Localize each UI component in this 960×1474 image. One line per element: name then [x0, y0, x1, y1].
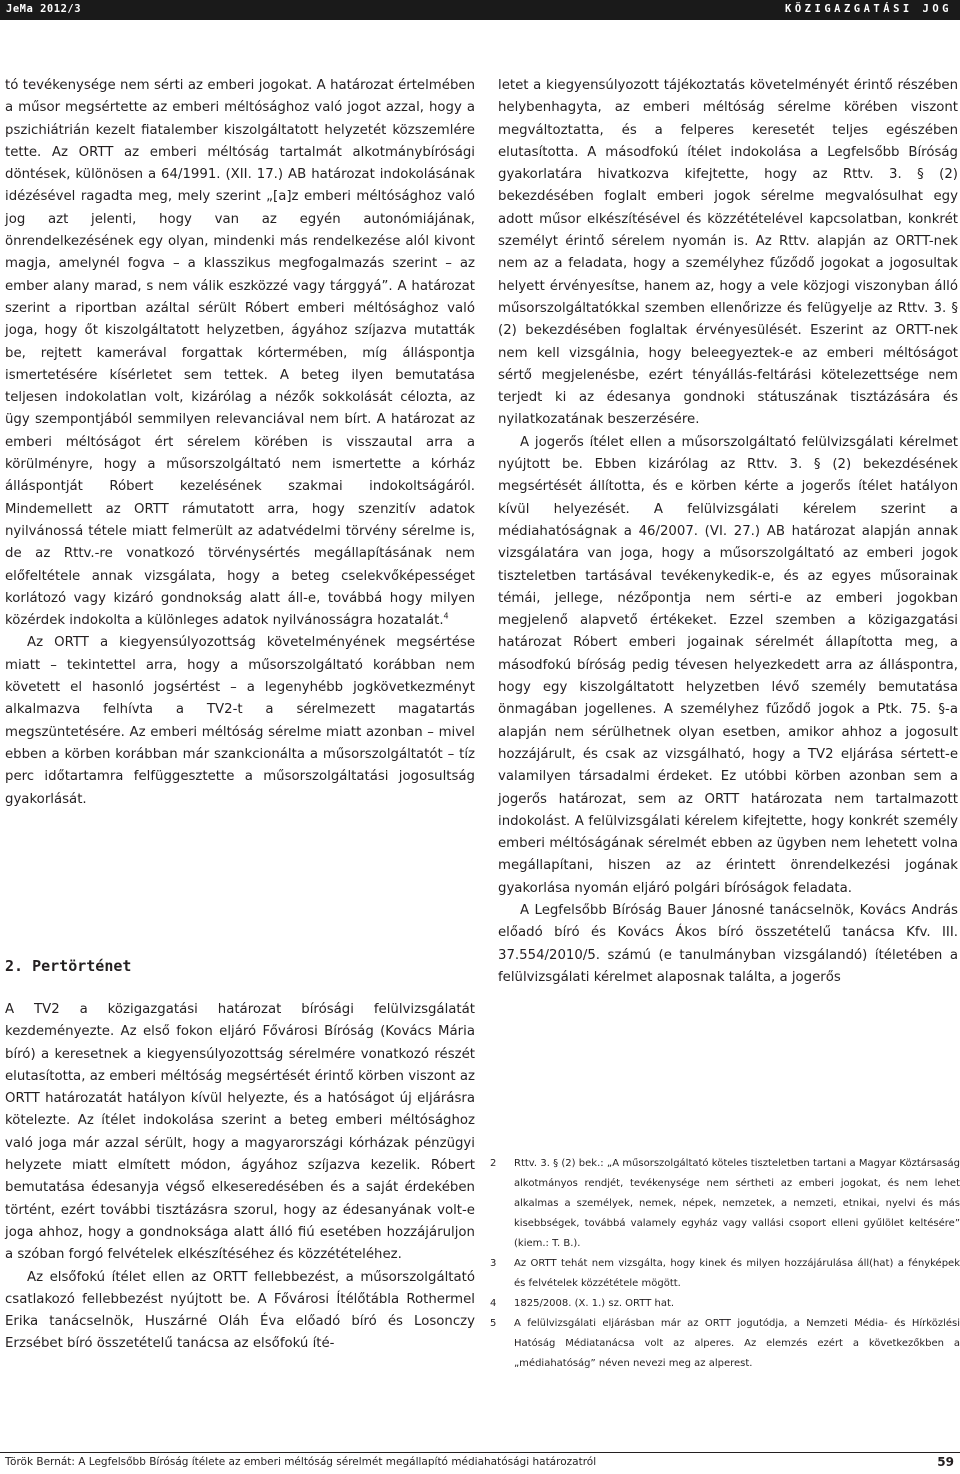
page-number: 59: [937, 1455, 954, 1469]
paragraph-ortt-sanction: Az ORTT a kiegyensúlyozottság követelményének megsértése miatt – tekintettel arra, hogy a műsorszolgáltató korábban nem követett el hasonló jogsértést – a legenyhébb jogkövetkezményt alkalmazva felhívta a TV2-t a sérelmezett magatartás megszüntetésére. Az emberi méltóság sérelme miatt azonban – mivel ebben a körben korábban már szankcionálta a műsorszolgáltatót – tíz perc időtartamra felfüggesztette a műsorszolgáltatási jogosultság gyakorlását.: [5, 635, 475, 807]
journal-header-bar: [0, 0, 960, 20]
footnote-text: Rttv. 3. § (2) bek.: „A műsorszolgáltató köteles tiszteletben tartani a Magyar Köztársaság alkotmányos rendjét, tevékenysége nem sértheti az emberi jogokat, és nem lehet alkalmas a személyek, nemek, népek, nemzetek, a nemzeti, etnikai, nyelvi és más kisebbségek, továbbá valamely egyház vagy vallási csoport elleni gyűlölet keltésére” (kiem.: T. B.).: [514, 1158, 960, 1249]
footer-divider: [0, 1452, 960, 1453]
paragraph-appeal: Az elsőfokú ítélet ellen az ORTT fellebbezést, a műsorszolgáltató csatlakozó fellebbezést nyújtott be. A Fővárosi Ítélőtábla Rothermel Erika tanácselnök, Huszárné Oláh Éva előadó bíró és Losonczy Erzsébet bíró összetételű tanácsa az elsőfokú íté-: [5, 1269, 475, 1352]
left-column-top: [5, 75, 475, 811]
footnote: [490, 1294, 960, 1314]
paragraph-supreme-court: A Legfelsőbb Bíróság Bauer Jánosné tanácselnök, Kovács András előadó bíró és Kovács Ákos bíró összetételű tanácsa Kfv. III. 37.554/2010/5. számú (e tanulmányban vizsgálandó) ítéletében a felülvizsgálati kérelmet alaposnak találta, a jogerős: [498, 902, 958, 985]
footnote-number: 4: [490, 1298, 497, 1309]
footnote-number: 2: [490, 1158, 497, 1169]
right-column: [498, 75, 958, 989]
journal-section: KÖZIGAZGATÁSI JOG: [785, 3, 952, 15]
paragraph-first-instance: A TV2 a közigazgatási határozat bírósági felülvizsgálatát kezdeményezte. Az első fokon eljáró Fővárosi Bíróság (Kovács Mária bíró) a keresetnek a kiegyensúlyozottság sérelmére vonatkozó részét elutasította, az emberi méltóság megsértését érintő körben viszont az ORTT határozatát hatályon kívül helyezte, és a hatóságot új eljárásra kötelezte. Az ítélet indokolása szerint a beteg emberi méltósághoz való joga már azzal sérült, hogy a magyarországi kórházak pénzügyi helyzete miatt elmített módon, ágyához szíjazva kezelik. Róbert bemutatása édesanyja végső elkeseredésében és a saját érdekében történt, ezért további tisztázásra szorul, hogy az édesanyának volt-e joga ahhoz, hogy a gondnoksága alatt álló fiú esetében hozzájáruljon a szóban forgó felvételek elkészítéséhez és közzétételéhez.: [5, 1002, 475, 1263]
footnote: [490, 1154, 960, 1254]
footnote-text: 1825/2008. (X. 1.) sz. ORTT hat.: [514, 1298, 675, 1309]
running-footer: Török Bernát: A Legfelsőbb Bíróság ítélete az emberi méltóság sérelmét megállapító médiahatósági határozatról: [5, 1456, 597, 1468]
paragraph-review-request: A jogerős ítélet ellen a műsorszolgáltató felülvizsgálati kérelmet nyújtott be. Ebben kizárólag az Rttv. 3. § (2) bekezdésének megsértését állította, és e körben kérte a jogerős ítélet hatályon kívül helyezését. A felülvizsgálati kérelem szerint a médiahatóságnak a 46/2007. (VI. 27.) AB határozat alapján annak vizsgálatára van joga, hogy a műsorszolgáltató az emberi jogok tiszteletben tartásával tevékenykedik-e, és az egyes műsorainak témái, jellege, nézőpontja nem sérti-e az emberi jogokban megjelenő alapvető értékeket. Ezzel szemben a közigazgatási határozat Róbert emberi jogainak sérelmét állapította meg, a másodfokú bíróság pedig tévesen helyezkedett arra az álláspontra, hogy egy kiszolgáltatott helyzetben lévő személy bemutatása önmagában jogellenes. A személyhez fűződő jogok a Ptk. 75. §-a alapján nem sérülhetnek olyan esetben, amikor ahhoz a jogosult hozzájárult, és csak az vizsgálható, hogy a TV2 eljárása sértett-e valamilyen társadalmi érdeket. Ez utóbbi körben azonban sem a jogerős határozat, sem az ORTT határozata nem tartalmazott indokolást. A felülvizsgálati kérelem kifejtette, hogy konkrét személy emberi méltóságának sérelmét ebben az ügyben nem lehetett volna megállapítani, hiszen az az érintett önrendelkezési jogának gyakorlása nyomán eljáró polgári bíróságok feladata.: [498, 434, 958, 896]
footnote-ref-4: 4: [443, 611, 449, 621]
footnote-number: 5: [490, 1318, 497, 1329]
footnote-text: A felülvizsgálati eljárásban már az ORTT jogutódja, a Nemzeti Média- és Hírközlési Hatóság Médiatanácsa volt az alperes. Az elemzés ezért a következőkben a „médiahatóság” néven nevezi meg az alperest.: [514, 1318, 960, 1369]
footnote-number: 3: [490, 1258, 497, 1269]
footnote: [490, 1254, 960, 1294]
paragraph-ortt-decision: tó tevékenysége nem sérti az emberi jogokat. A határozat értelmében a műsor megsértette az emberi méltósághoz való jogot azzal, hogy a pszichiátrián kezelt fiatalember kiszolgáltatott helyzetét közszemlére tette. Az ORTT az emberi méltóság tartalmát alkotmánybírósági döntések, különösen a 64/1991. (XII. 17.) AB határozat indokolásának idézésével ragadta meg, mely szerint „[a]z emberi méltósághoz való jog azt jelenti, hogy van az egyén autonómiájának, önrendelkezésének egy olyan, mindenki más rendelkezése alól kivont magja, amelynél fogva – a klasszikus megfogalmazás szerint – az ember alany marad, s nem válik eszközzé vagy tárggyá”. A határozat szerint a riportban azáltal sérült Róbert emberi méltósághoz való joga, hogy őt kiszolgáltatott helyzetben, ágyához szíjazva mutatták be, rejtett kamerával forgattak kórtermében, míg álláspontja ismertetésére kísérletet sem tettek. A beteg ilyen bemutatása teljesen indokolatlan volt, kizárólag a nézők sokkolását célozta, az ügy szempontjából semmilyen relevanciával nem bírt. A határozat az emberi méltóságot ért sérelem körében is visszautal arra a körülményre, hogy a műsorszolgáltató nem ismertette a kórház álláspontját Róbert kezelésének szakmai indokoltságáról. Mindemellett az ORTT rámutatott arra, hogy szenzitív adatok nyilvánossá tétele miatt felmerült az adatvédelmi törvény sérelme is, de az Rttv.-re vonatkozó törvénysértés megállapításának nem előfeltétele annak vizsgálata, hogy a beteg cselekvőképességet korlátozó vagy kizáró gondnokság alatt áll-e, továbbá hogy milyen közérdek indokolta a különleges adatok nyilvánosságra hozatalát.$^4$: [5, 78, 475, 629]
paragraph-second-instance: letet a kiegyensúlyozott tájékoztatás követelményét érintő részében helybenhagyta, az emberi méltóság sérelme körében viszont megváltoztatta, és a felperes keresetét teljes egészében elutasította. A másodfokú ítélet indokolása a Legfelsőbb Bíróság gyakorlatára hivatkozva kifejtette, hogy az Rttv. 3. § (2) bekezdésében foglalt emberi jogok sérelme megvalósulhat egy adott műsor elkészítésével és közzétételével kapcsolatban, konkrét személyt érintő sérelem nyomán is. Az Rttv. alapján az ORTT-nek nem az a feladata, hogy a személyhez fűződő jogokat a jogosultak helyett érvényesítse, hanem az, hogy a vele közjogi viszonyban álló műsorszolgáltatókkal szemben ellenőrizze és felügyelje az Rttv. 3. § (2) bekezdésében foglaltak érvényesülését. Eszerint az ORTT-nek nem kell vizsgálnia, hogy beleegyeztek-e az emberi méltóságot sértő megjelenésbe, ezért tényállás-feltárási kötelezettsége nem terjedt ki az édesanya gondnoki státuszának tisztázására és nyilatkozatának beszerzésére.: [498, 78, 958, 428]
footnote: [490, 1314, 960, 1374]
footnote-text: Az ORTT tehát nem vizsgálta, hogy kinek és milyen hozzájárulása áll(hat) a fényképek és felvételek közzététele mögött.: [514, 1258, 960, 1289]
section-heading: [5, 957, 131, 975]
footnotes: [490, 1154, 960, 1374]
section-number: 2.: [5, 957, 24, 975]
left-column-bottom: [5, 999, 475, 1356]
journal-issue: JeMa 2012/3: [6, 3, 82, 15]
section-title: Pertörténet: [32, 957, 132, 975]
